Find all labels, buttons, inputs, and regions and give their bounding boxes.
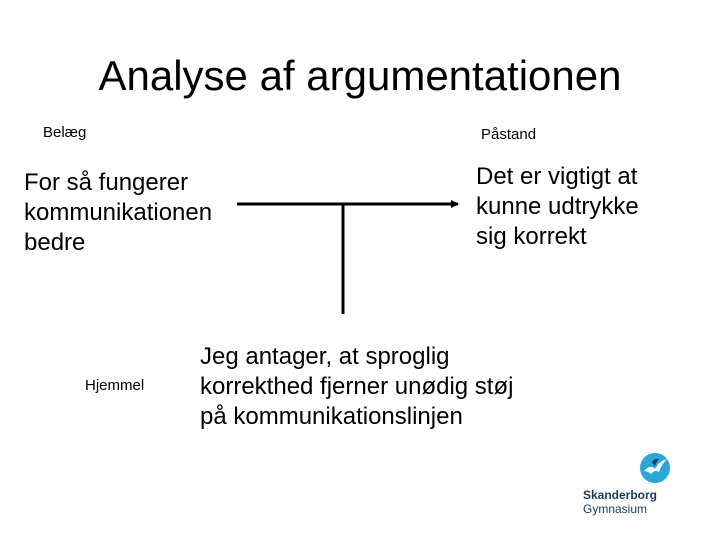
logo-name: Skanderborg <box>583 488 658 502</box>
logo-subtitle: Gymnasium <box>583 502 648 516</box>
paastand-statement: Det er vigtigt at kunne udtrykke sig korrekt <box>476 163 639 250</box>
school-logo <box>580 450 680 520</box>
label-belaeg: Belæg <box>43 124 87 141</box>
label-paastand: Påstand <box>481 126 537 143</box>
belaeg-statement: For så fungerer kommunikationen bedre <box>24 169 213 256</box>
hjemmel-statement: Jeg antager, at sproglig korrekthed fjerner unødig støj på kommunikationslinjen <box>200 343 514 430</box>
logo-circle <box>640 453 670 483</box>
slide-title: Analyse af argumentationen <box>98 52 622 99</box>
bird-logo-icon <box>637 450 673 486</box>
label-hjemmel: Hjemmel <box>85 377 145 394</box>
